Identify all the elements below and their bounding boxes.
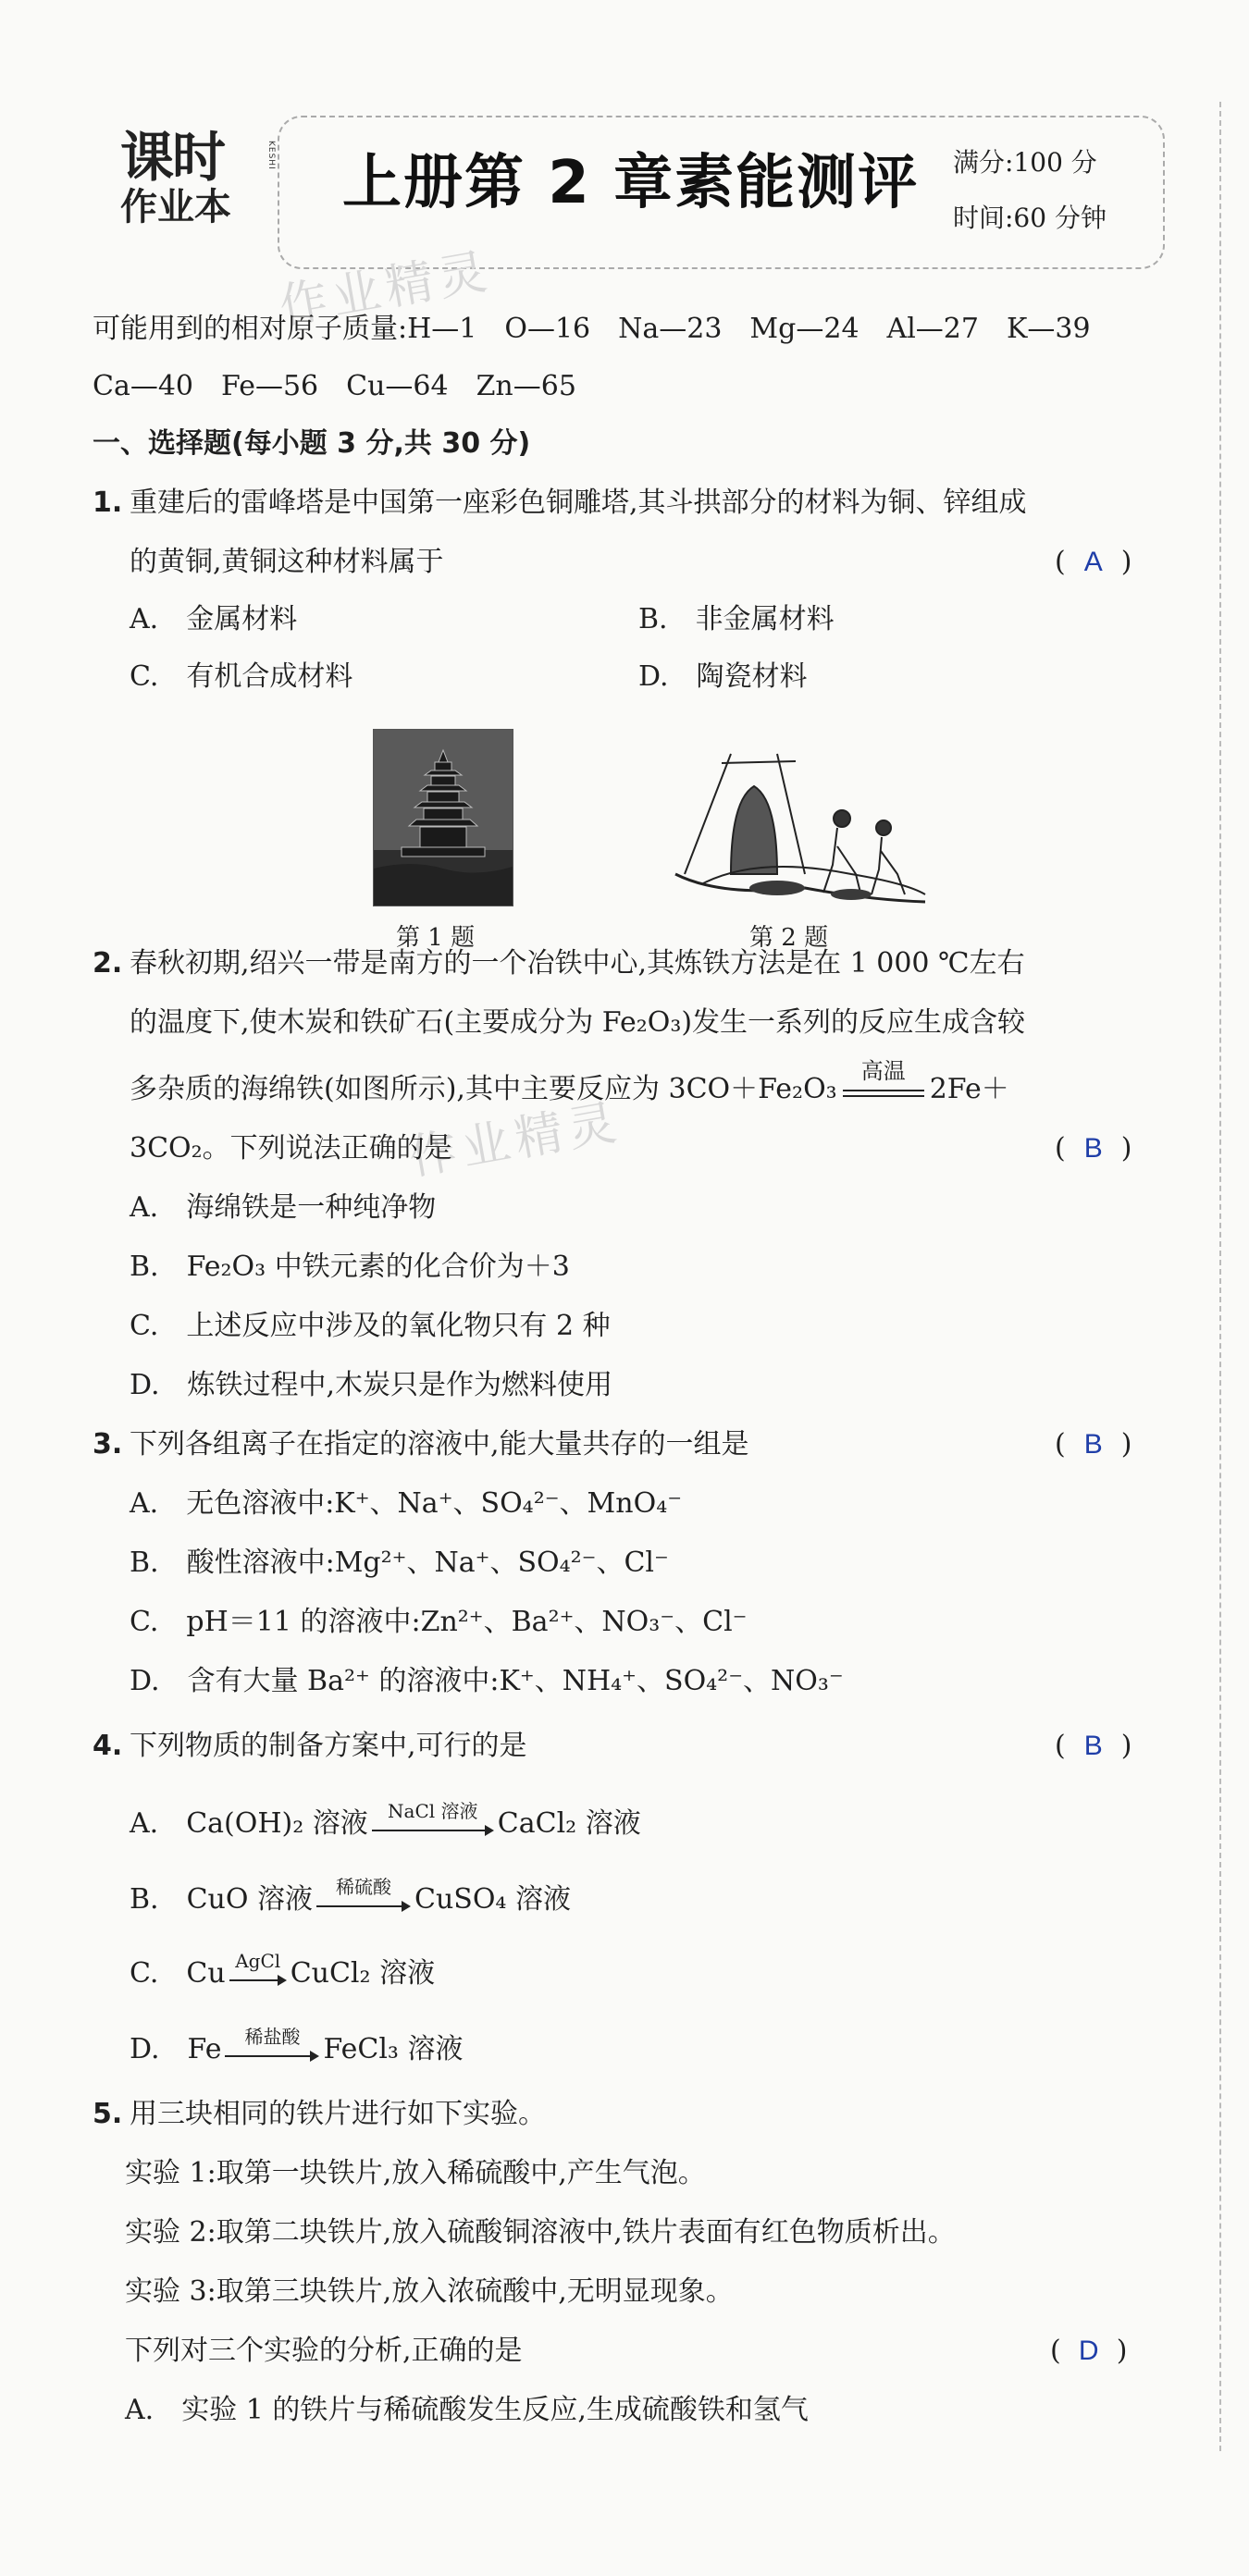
- q3-option-a: A. 无色溶液中:K⁺、Na⁺、SO₄²⁻、MnO₄⁻: [130, 1487, 683, 1520]
- reaction-arrow: [226, 1950, 291, 1992]
- binding-line: [1219, 102, 1221, 2451]
- page-title: 上册第 2 章素能测评: [342, 149, 920, 217]
- q4-option-d: [130, 2026, 464, 2068]
- product: CaCl₂ 溶液: [497, 1807, 641, 1840]
- figure2-caption: 第 2 题: [749, 924, 829, 952]
- q5-stem: 用三块相同的铁片进行如下实验。: [130, 2098, 546, 2130]
- watermark: 作业精灵: [275, 243, 497, 336]
- logo-bottom: 作业本: [120, 186, 231, 228]
- q4-option-c: [130, 1950, 436, 1992]
- reagent: AgCl: [235, 1950, 281, 1972]
- answer-value: D: [1078, 2336, 1099, 2366]
- reactant: B. CuO 溶液: [130, 1883, 313, 1916]
- reaction-arrow: [221, 2026, 323, 2068]
- reagent: 稀硫酸: [336, 1876, 391, 1898]
- q5-experiment-1: 实验 1:取第一块铁片,放入稀硫酸中,产生气泡。: [125, 2157, 706, 2189]
- reactant: C. Cu: [130, 1957, 226, 1990]
- q2-equation-left: 多杂质的海绵铁(如图所示),其中主要反应为 3CO＋Fe₂O₃: [130, 1073, 837, 1105]
- q5-experiment-3: 实验 3:取第三块铁片,放入浓硫酸中,无明显现象。: [125, 2275, 734, 2308]
- product: CuCl₂ 溶液: [290, 1957, 436, 1990]
- q2-stem-line2: 的温度下,使木炭和铁矿石(主要成分为 Fe₂O₃)发生一系列的反应生成含较: [130, 1006, 1026, 1039]
- atomic-masses-line1: 可能用到的相对原子质量:H—1 O—16 Na—23 Mg—24 Al—27 K—39: [93, 313, 1091, 345]
- time-limit: 时间:60 分钟: [953, 203, 1107, 233]
- leifeng-pagoda-photo: [373, 729, 513, 906]
- product: CuSO₄ 溶液: [414, 1883, 571, 1916]
- q2-option-b: B. Fe₂O₃ 中铁元素的化合价为＋3: [130, 1251, 570, 1283]
- question-number: 1.: [93, 487, 123, 519]
- reagent: NaCl 溶液: [388, 1800, 478, 1822]
- q4-stem: 下列物质的制备方案中,可行的是: [130, 1730, 527, 1762]
- answer-value: A: [1083, 547, 1103, 577]
- equilibrium-sign: [837, 1058, 930, 1108]
- reaction-condition: 高温: [860, 1058, 906, 1084]
- q5-answer: ( D ): [1050, 2333, 1127, 2370]
- reactant: A. Ca(OH)₂ 溶液: [130, 1807, 368, 1840]
- q2-answer: ( B ): [1055, 1130, 1132, 1167]
- logo-pinyin: KESHI: [266, 141, 276, 170]
- q2-stem-line4: 3CO₂。下列说法正确的是: [130, 1132, 452, 1165]
- q2-equation-right: 2Fe＋: [929, 1073, 1009, 1105]
- q3-option-d: D. 含有大量 Ba²⁺ 的溶液中:K⁺、NH₄⁺、SO₄²⁻、NO₃⁻: [130, 1665, 844, 1697]
- q4-option-b: [130, 1876, 571, 1918]
- reagent: 稀盐酸: [244, 2026, 301, 2048]
- q2-option-c: C. 上述反应中涉及的氧化物只有 2 种: [130, 1310, 611, 1342]
- q3-option-c: C. pH＝11 的溶液中:Zn²⁺、Ba²⁺、NO₃⁻、Cl⁻: [130, 1606, 748, 1638]
- answer-value: B: [1083, 1731, 1103, 1761]
- q4-answer: ( B ): [1055, 1728, 1132, 1765]
- q2-option-d: D. 炼铁过程中,木炭只是作为燃料使用: [130, 1369, 613, 1401]
- reaction-arrow: [368, 1800, 498, 1843]
- q5-experiment-2: 实验 2:取第二块铁片,放入硫酸铜溶液中,铁片表面有红色物质析出。: [125, 2216, 956, 2249]
- answer-value: B: [1083, 1133, 1103, 1164]
- q1-option-a: A. 金属材料: [130, 603, 298, 635]
- q3-option-b: B. 酸性溶液中:Mg²⁺、Na⁺、SO₄²⁻、Cl⁻: [130, 1547, 669, 1579]
- q1-answer: ( A ): [1055, 544, 1132, 581]
- q4-option-a: [130, 1800, 641, 1843]
- q3-answer: ( B ): [1055, 1426, 1132, 1463]
- q2-stem-line3: [130, 1058, 1009, 1108]
- q1-option-c: C. 有机合成材料: [130, 660, 353, 693]
- q1-option-d: D. 陶瓷材料: [638, 660, 808, 693]
- q1-option-b: B. 非金属材料: [638, 603, 835, 635]
- product: FeCl₃ 溶液: [323, 2033, 464, 2065]
- question-number: 4.: [93, 1730, 123, 1762]
- q3-stem: 下列各组离子在指定的溶液中,能大量共存的一组是: [130, 1428, 749, 1461]
- q1-stem-line1: 重建后的雷峰塔是中国第一座彩色铜雕塔,其斗拱部分的材料为铜、锌组成: [130, 487, 1027, 519]
- q2-stem-line1: 春秋初期,绍兴一带是南方的一个冶铁中心,其炼铁方法是在 1 000 ℃左右: [130, 947, 1025, 980]
- q2-option-a: A. 海绵铁是一种纯净物: [130, 1191, 437, 1224]
- iron-smelting-illustration: [666, 735, 930, 906]
- reactant: D. Fe: [130, 2033, 222, 2065]
- q5-question: 下列对三个实验的分析,正确的是: [125, 2335, 523, 2367]
- question-number: 2.: [93, 947, 123, 980]
- logo: [120, 126, 276, 250]
- logo-top: 课时: [120, 126, 225, 189]
- q5-option-a: A. 实验 1 的铁片与稀硫酸发生反应,生成硫酸铁和氢气: [125, 2394, 809, 2426]
- figure1-caption: 第 1 题: [396, 924, 476, 952]
- section-title: 一、选择题(每小题 3 分,共 30 分): [93, 427, 531, 460]
- question-number: 5.: [93, 2098, 123, 2130]
- q1-stem-line2: 的黄铜,黄铜这种材料属于: [130, 546, 444, 578]
- reaction-arrow: [313, 1876, 414, 1918]
- atomic-masses-line2: Ca—40 Fe—56 Cu—64 Zn—65: [93, 370, 576, 402]
- watermark: 作业精灵: [404, 1094, 626, 1187]
- full-score: 满分:100 分: [953, 147, 1097, 178]
- question-number: 3.: [93, 1428, 123, 1461]
- answer-value: B: [1083, 1429, 1103, 1460]
